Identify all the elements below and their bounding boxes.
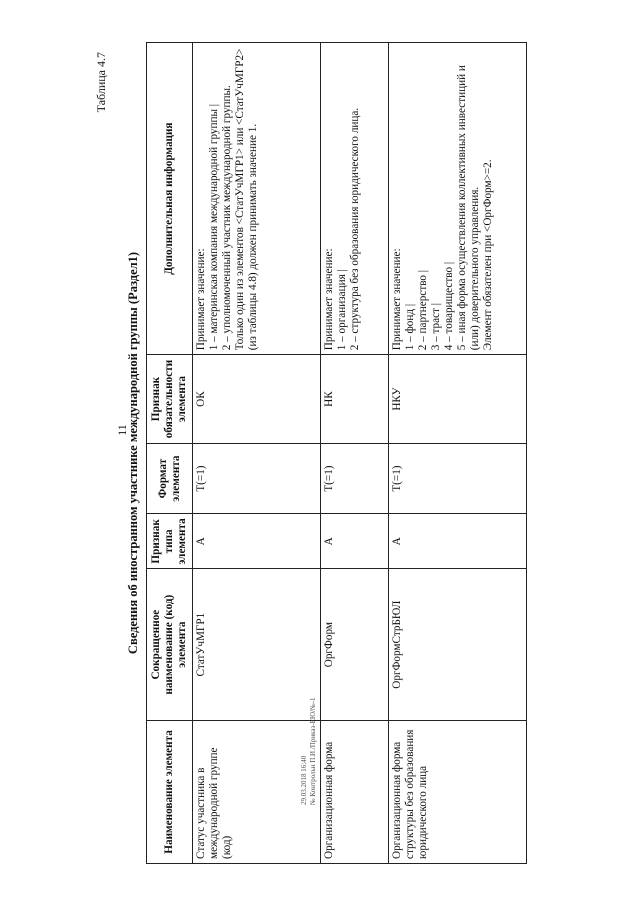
info-line: 5 – иная форма осуществления коллективных инвестиций и (или) доверительного управления.	[456, 65, 481, 351]
info-line: 3 – траст |	[430, 303, 442, 351]
header-element-code: Сокращенное наименование (код) элемента	[147, 569, 193, 720]
info-line: Принимает значение:	[195, 248, 207, 351]
cell-type: А	[193, 514, 321, 569]
header-element-name: Наименование элемента	[147, 720, 193, 863]
table-row	[389, 43, 527, 864]
cell-info	[321, 43, 389, 355]
info-line: 1 – организация |	[336, 269, 348, 351]
cell-code: ОргФормСтрБЮЛ	[389, 569, 527, 720]
cell-name: Организационная форма	[321, 720, 389, 863]
info-line: 2 – уполномоченный участник международной группы.	[221, 85, 233, 351]
page-number: 11	[115, 424, 129, 436]
info-line: Принимает значение:	[391, 248, 403, 351]
cell-code: СтатУчМГР1	[193, 569, 321, 720]
cell-type: А	[389, 514, 527, 569]
info-line: 1 – материнская компания международной группы |	[208, 103, 220, 351]
table-title: Сведения об иностранном участнике международной группы (Раздел1)	[126, 251, 140, 655]
stamp-date: 29.03.2018 16:40	[300, 755, 308, 805]
cell-code: ОргФорм	[321, 569, 389, 720]
info-line: 4 – товарищество |	[443, 261, 455, 351]
header-element-type: Признак типа элемента	[147, 514, 193, 569]
cell-name: Организационная форма структуры без образования юридического лица	[389, 720, 527, 863]
header-additional-info: Дополнительная информация	[147, 43, 193, 355]
info-line: Только один из элементов <СтатУчМГР1> или <СтатУчМГР2> (из таблицы 4.8) должен принимать значение 1.	[234, 48, 259, 351]
cell-info	[389, 43, 527, 355]
info-line: Принимает значение:	[323, 248, 335, 351]
info-line: 1 – фонд |	[404, 303, 416, 351]
cell-format: T(=1)	[321, 443, 389, 514]
cell-name: Статус участника в международной группе (код)	[193, 720, 321, 863]
info-line: Элемент обязателен при <ОргФорм>=2.	[482, 159, 494, 351]
cell-format: T(=1)	[193, 443, 321, 514]
stamp-reference: № Контрольн П.И./Приказ-ЕЮ/№-1	[309, 697, 317, 805]
table-header-row	[147, 43, 193, 864]
cell-info	[193, 43, 321, 355]
cell-required: ОК	[193, 355, 321, 444]
info-line: 2 – партнерство |	[417, 269, 429, 351]
table-row	[321, 43, 389, 864]
table-reference: Таблица 4.7	[94, 52, 108, 113]
header-element-format: Формат элемента	[147, 443, 193, 514]
cell-required: НК	[321, 355, 389, 444]
elements-table	[146, 42, 527, 864]
cell-required: НКУ	[389, 355, 527, 444]
cell-format: T(=1)	[389, 443, 527, 514]
rotated-page-content	[0, 20, 640, 886]
header-element-required: Признак обязательности элемента	[147, 355, 193, 444]
table-row	[193, 43, 321, 864]
cell-type: А	[321, 514, 389, 569]
info-line: 2 – структура без образования юридического лица.	[349, 107, 361, 351]
